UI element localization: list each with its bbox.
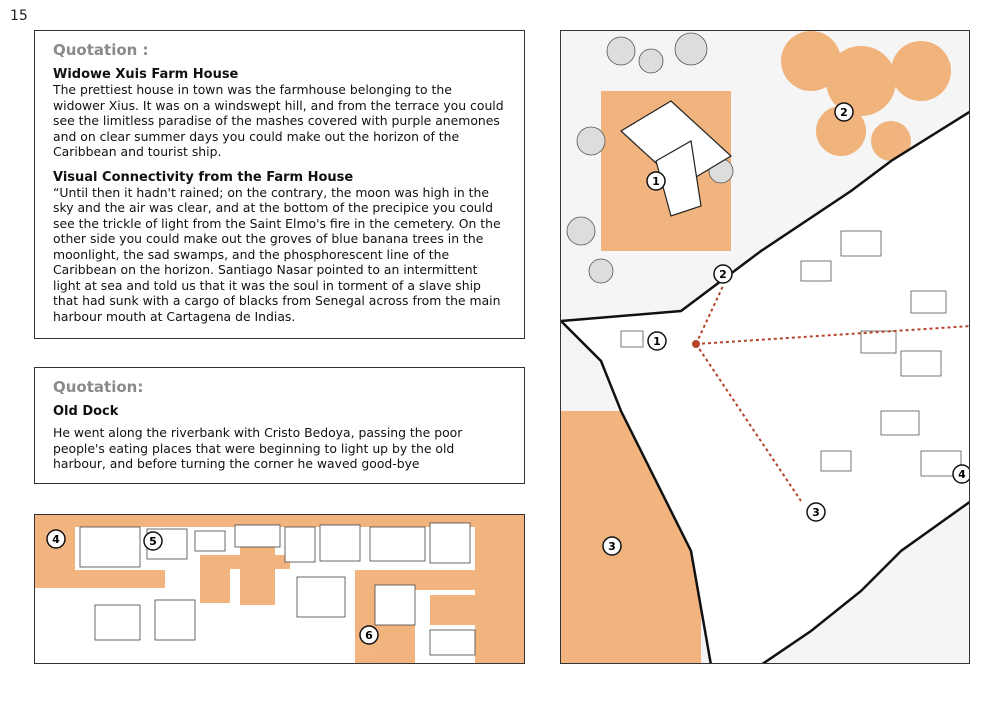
quotation-box-old-dock [34,367,525,484]
quotation-title: Quotation : [53,41,149,59]
axo-marker-1-plane [648,332,666,350]
axo-marker-2-plane [714,265,732,283]
svg-text:1: 1 [652,175,660,188]
quotation-text-old-dock: He went along the riverbank with Cristo Bedoya, passing the poor people's eating places that were beginning to light up by the old harbour, and before turning the corner he waved good-bye [53,425,463,471]
plan-marker-6 [360,626,378,644]
svg-text:4: 4 [958,468,966,481]
axo-marker-3-plane [807,503,825,521]
quotation-text-farm-house: The prettiest house in town was the farmhouse belonging to the widower Xius. It was on a windswept hill, and from the terrace you could see the limitless paradise of the mashes covered with purple anemones and on clear summer days you could make out the horizon of the Caribbean and tourist ship. [53,82,504,159]
axo-marker-3-dock [603,537,621,555]
farm-house-axonometric-drawing [560,30,970,664]
axo-marker-2-vegetation [835,103,853,121]
page-number: 15 [10,8,28,24]
quotation-heading-farm-house: Widowe Xuis Farm House [53,67,239,82]
quotation-heading-visual-connectivity: Visual Connectivity from the Farm House [53,169,354,185]
svg-text:4: 4 [52,533,60,546]
svg-text:3: 3 [608,540,616,553]
svg-text:3: 3 [812,506,820,519]
plan-marker-5 [144,532,162,550]
plan-marker-4 [47,530,65,548]
svg-text:1: 1 [653,335,661,348]
quotation-title: Quotation: [53,378,144,396]
axo-marker-1-farmhouse [647,172,665,190]
svg-text:5: 5 [149,535,157,548]
svg-text:2: 2 [719,268,727,281]
old-dock-plan-drawing [34,514,525,664]
quotation-heading-old-dock: Old Dock [53,404,119,419]
axo-marker-4-plane [953,465,970,483]
svg-text:2: 2 [840,106,848,119]
quotation-text-visual-connectivity: “Until then it hadn't rained; on the contrary, the moon was high in the sky and the air was clear, and at the bottom of the precipice you could see the trickle of light from the Saint Elmo's fire in the cemetery. On the other side you could make out the groves of blue banana trees in the moonlight, the sad swamps, and the phosphorescent line of the Caribbean on the horizon. Santiago Nasar pointed to an intermittent light at sea and told us that it was the soul in torment of a slave ship that had sunk with a cargo of blacks from Senegal across from the main harbour mouth at Cartagena de Indias. [53,184,501,324]
svg-text:6: 6 [365,629,373,642]
quotation-box-farm-house [34,30,525,339]
